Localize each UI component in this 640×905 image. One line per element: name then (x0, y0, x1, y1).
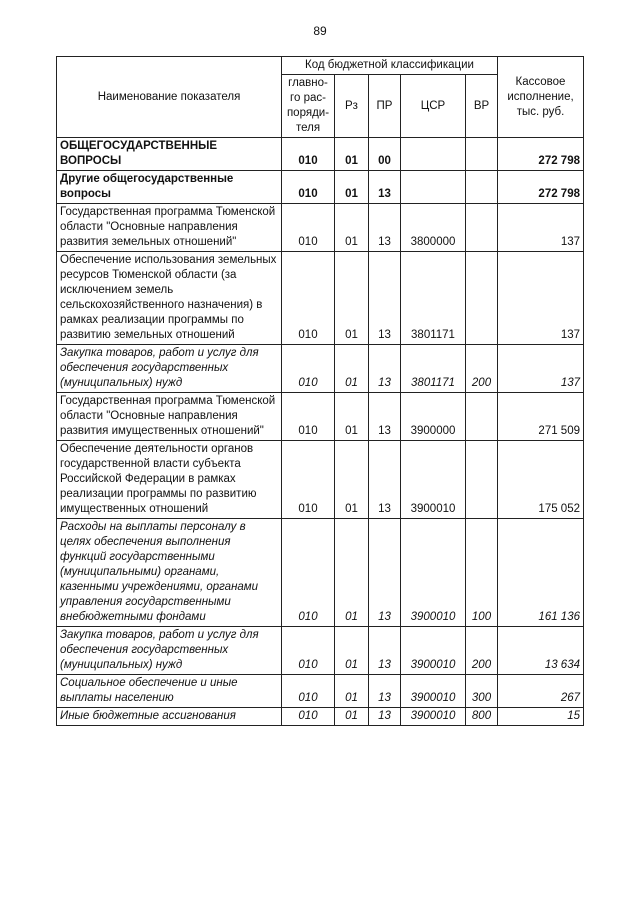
row-vr (466, 204, 498, 252)
row-rz: 01 (335, 204, 369, 252)
row-csr (401, 138, 466, 171)
row-name: Закупка товаров, работ и услуг для обеспечения государственных (муниципальных) нужд (57, 627, 282, 675)
row-rz: 01 (335, 708, 369, 726)
row-pr: 13 (369, 345, 401, 393)
row-vr: 200 (466, 627, 498, 675)
row-rz: 01 (335, 345, 369, 393)
row-vr (466, 393, 498, 441)
row-amount: 175 052 (498, 441, 584, 519)
row-csr: 3900010 (401, 708, 466, 726)
row-glav: 010 (282, 519, 335, 627)
table-row (57, 252, 584, 345)
row-csr: 3900000 (401, 393, 466, 441)
table-row (57, 441, 584, 519)
row-pr: 13 (369, 675, 401, 708)
row-glav: 010 (282, 393, 335, 441)
cash-header: Кассовое исполнение, тыс. руб. (498, 57, 584, 138)
row-rz: 01 (335, 675, 369, 708)
table-row (57, 708, 584, 726)
row-amount: 271 509 (498, 393, 584, 441)
row-pr: 13 (369, 252, 401, 345)
table-row (57, 138, 584, 171)
table-row (57, 627, 584, 675)
indicator-header: Наименование показателя (57, 57, 282, 138)
page-number: 89 (313, 24, 327, 38)
row-glav: 010 (282, 204, 335, 252)
row-name: Обеспечение использования земельных ресурсов Тюменской области (за исключением земель сельскохозяйственного назначения) в рамках реализации программы по развитию земельных отношений (57, 252, 282, 345)
row-csr: 3900010 (401, 441, 466, 519)
row-glav: 010 (282, 675, 335, 708)
pr-header: ПР (369, 75, 401, 138)
table-row (57, 519, 584, 627)
row-glav: 010 (282, 171, 335, 204)
row-vr (466, 171, 498, 204)
row-amount: 161 136 (498, 519, 584, 627)
table-row (57, 675, 584, 708)
row-csr: 3900010 (401, 675, 466, 708)
table-row (57, 171, 584, 204)
csr-header: ЦСР (401, 75, 466, 138)
row-name: Государственная программа Тюменской области "Основные направления развития земельных отношений" (57, 204, 282, 252)
vr-header: ВР (466, 75, 498, 138)
row-vr: 300 (466, 675, 498, 708)
budget-table (56, 56, 584, 726)
table-row (57, 204, 584, 252)
rz-header: Рз (335, 75, 369, 138)
row-name: ОБЩЕГОСУДАРСТВЕННЫЕ ВОПРОСЫ (57, 138, 282, 171)
row-name: Обеспечение деятельности органов государственной власти субъекта Российской Федерации в рамках реализации программы по развитию имущественных отношений (57, 441, 282, 519)
row-csr: 3801171 (401, 345, 466, 393)
row-pr: 13 (369, 441, 401, 519)
row-pr: 13 (369, 627, 401, 675)
row-csr: 3800000 (401, 204, 466, 252)
row-vr: 200 (466, 345, 498, 393)
row-amount: 13 634 (498, 627, 584, 675)
row-csr (401, 171, 466, 204)
row-amount: 272 798 (498, 171, 584, 204)
row-vr: 100 (466, 519, 498, 627)
row-pr: 13 (369, 708, 401, 726)
row-rz: 01 (335, 519, 369, 627)
main-manager-header: главно-го рас-поряди-теля (282, 75, 335, 138)
row-csr: 3900010 (401, 519, 466, 627)
row-vr (466, 138, 498, 171)
row-pr: 00 (369, 138, 401, 171)
row-pr: 13 (369, 171, 401, 204)
row-amount: 137 (498, 204, 584, 252)
row-csr: 3801171 (401, 252, 466, 345)
row-glav: 010 (282, 441, 335, 519)
row-amount: 15 (498, 708, 584, 726)
row-amount: 272 798 (498, 138, 584, 171)
row-amount: 137 (498, 252, 584, 345)
row-amount: 137 (498, 345, 584, 393)
row-glav: 010 (282, 627, 335, 675)
row-vr (466, 252, 498, 345)
table-row (57, 345, 584, 393)
row-name: Государственная программа Тюменской области "Основные направления развития имущественных отношений" (57, 393, 282, 441)
row-name: Расходы на выплаты персоналу в целях обеспечения выполнения функций государственными (муниципальными) органами, казенными учреждениями, органами управления государственными внебюджетными фондами (57, 519, 282, 627)
row-amount: 267 (498, 675, 584, 708)
row-name: Другие общегосударственные вопросы (57, 171, 282, 204)
row-rz: 01 (335, 627, 369, 675)
code-group-header: Код бюджетной классификации (282, 57, 498, 75)
row-name: Закупка товаров, работ и услуг для обеспечения государственных (муниципальных) нужд (57, 345, 282, 393)
row-name: Иные бюджетные ассигнования (57, 708, 282, 726)
row-vr (466, 441, 498, 519)
row-glav: 010 (282, 252, 335, 345)
table-row (57, 393, 584, 441)
row-vr: 800 (466, 708, 498, 726)
row-glav: 010 (282, 708, 335, 726)
row-pr: 13 (369, 204, 401, 252)
row-glav: 010 (282, 138, 335, 171)
row-rz: 01 (335, 171, 369, 204)
row-name: Социальное обеспечение и иные выплаты населению (57, 675, 282, 708)
row-rz: 01 (335, 138, 369, 171)
row-glav: 010 (282, 345, 335, 393)
row-rz: 01 (335, 393, 369, 441)
row-csr: 3900010 (401, 627, 466, 675)
row-rz: 01 (335, 252, 369, 345)
row-pr: 13 (369, 393, 401, 441)
row-pr: 13 (369, 519, 401, 627)
row-rz: 01 (335, 441, 369, 519)
